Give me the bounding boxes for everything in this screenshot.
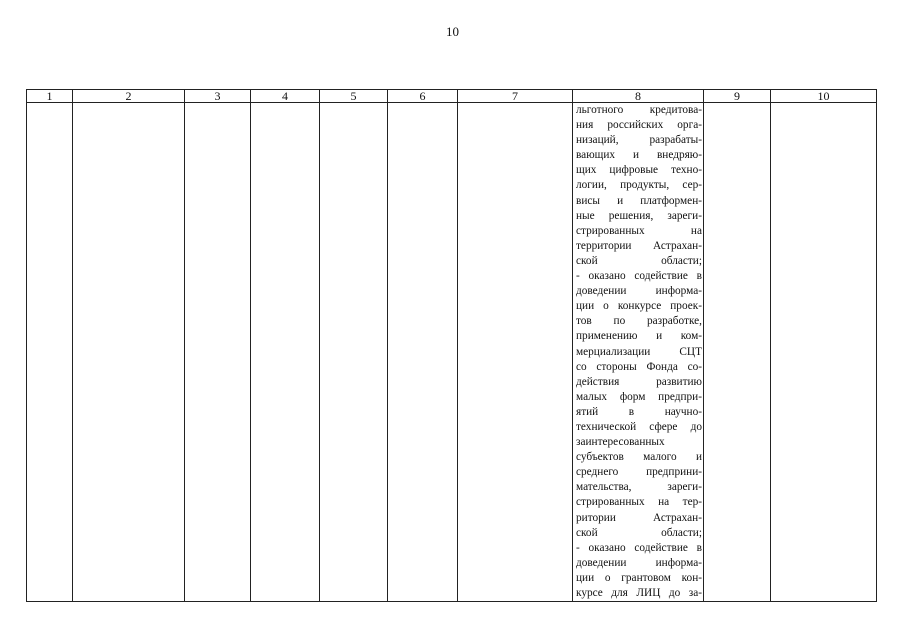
text-line: малых форм предпри- (576, 390, 702, 403)
text-line: доведении информа- (576, 285, 702, 298)
text-line: ные решения, зареги- (576, 209, 702, 222)
column-header-4: 4 (251, 90, 320, 103)
cell-col-6 (388, 103, 458, 602)
column-header-5: 5 (320, 90, 388, 103)
table-row (27, 103, 877, 602)
column-header-7: 7 (458, 90, 573, 103)
column-header-6: 6 (388, 90, 458, 103)
text-line: действия развитию (576, 375, 702, 388)
text-line: заинтересованных (576, 436, 665, 449)
column-header-3: 3 (185, 90, 251, 103)
text-line: стрированных на (576, 224, 702, 237)
text-line: ятий в научно- (576, 405, 702, 418)
text-line: среднего предприни- (576, 466, 702, 479)
text-line: висы и платформен- (576, 194, 702, 207)
text-line: субъектов малого и (576, 451, 702, 464)
text-line: ритории Астрахан- (576, 511, 702, 524)
text-line: - оказано содействие в (576, 541, 702, 554)
text-line: технической сфере до (576, 420, 702, 433)
column-header-1: 1 (27, 90, 73, 103)
text-line: стрированных на тер- (576, 496, 702, 509)
text-line: ской области; (576, 254, 702, 267)
cell-col-2 (73, 103, 185, 602)
text-line: ции о грантовом кон- (576, 571, 702, 584)
column-header-8: 8 (573, 90, 704, 103)
cell-col-5 (320, 103, 388, 602)
cell-col-7 (458, 103, 573, 602)
text-line: мерциализации СЦТ (576, 345, 702, 358)
cell-col-8 (573, 103, 704, 602)
text-line: низаций, разрабаты- (576, 134, 702, 147)
text-line: тов по разработке, (576, 315, 702, 328)
cell-col-10 (771, 103, 877, 602)
text-line: ции о конкурсе проек- (576, 300, 702, 313)
text-line: курсе для ЛИЦ до за- (576, 587, 702, 599)
text-line: вающих и внедряю- (576, 149, 702, 162)
cell-col-3 (185, 103, 251, 602)
text-line: логии, продукты, сер- (576, 179, 702, 192)
column-header-10: 10 (771, 90, 877, 103)
column-header-9: 9 (704, 90, 771, 103)
text-line: со стороны Фонда со- (576, 360, 702, 373)
header-row (27, 90, 877, 103)
page-number: 10 (446, 24, 459, 39)
text-line: территории Астрахан- (576, 239, 702, 252)
text-line: ния российских орга- (576, 119, 702, 132)
document-table (26, 89, 877, 602)
cell-col-1 (27, 103, 73, 602)
text-line: ской области; (576, 526, 702, 539)
text-line: мательства, зареги- (576, 481, 702, 494)
text-line: доведении информа- (576, 556, 702, 569)
cell-col-4 (251, 103, 320, 602)
text-line: льготного кредитова- (576, 104, 702, 116)
text-line: - оказано содействие в (576, 270, 702, 283)
text-line: применению и ком- (576, 330, 702, 343)
cell-col-9 (704, 103, 771, 602)
text-line: щих цифровые техно- (576, 164, 702, 177)
column-header-2: 2 (73, 90, 185, 103)
column-8-text (573, 103, 703, 601)
